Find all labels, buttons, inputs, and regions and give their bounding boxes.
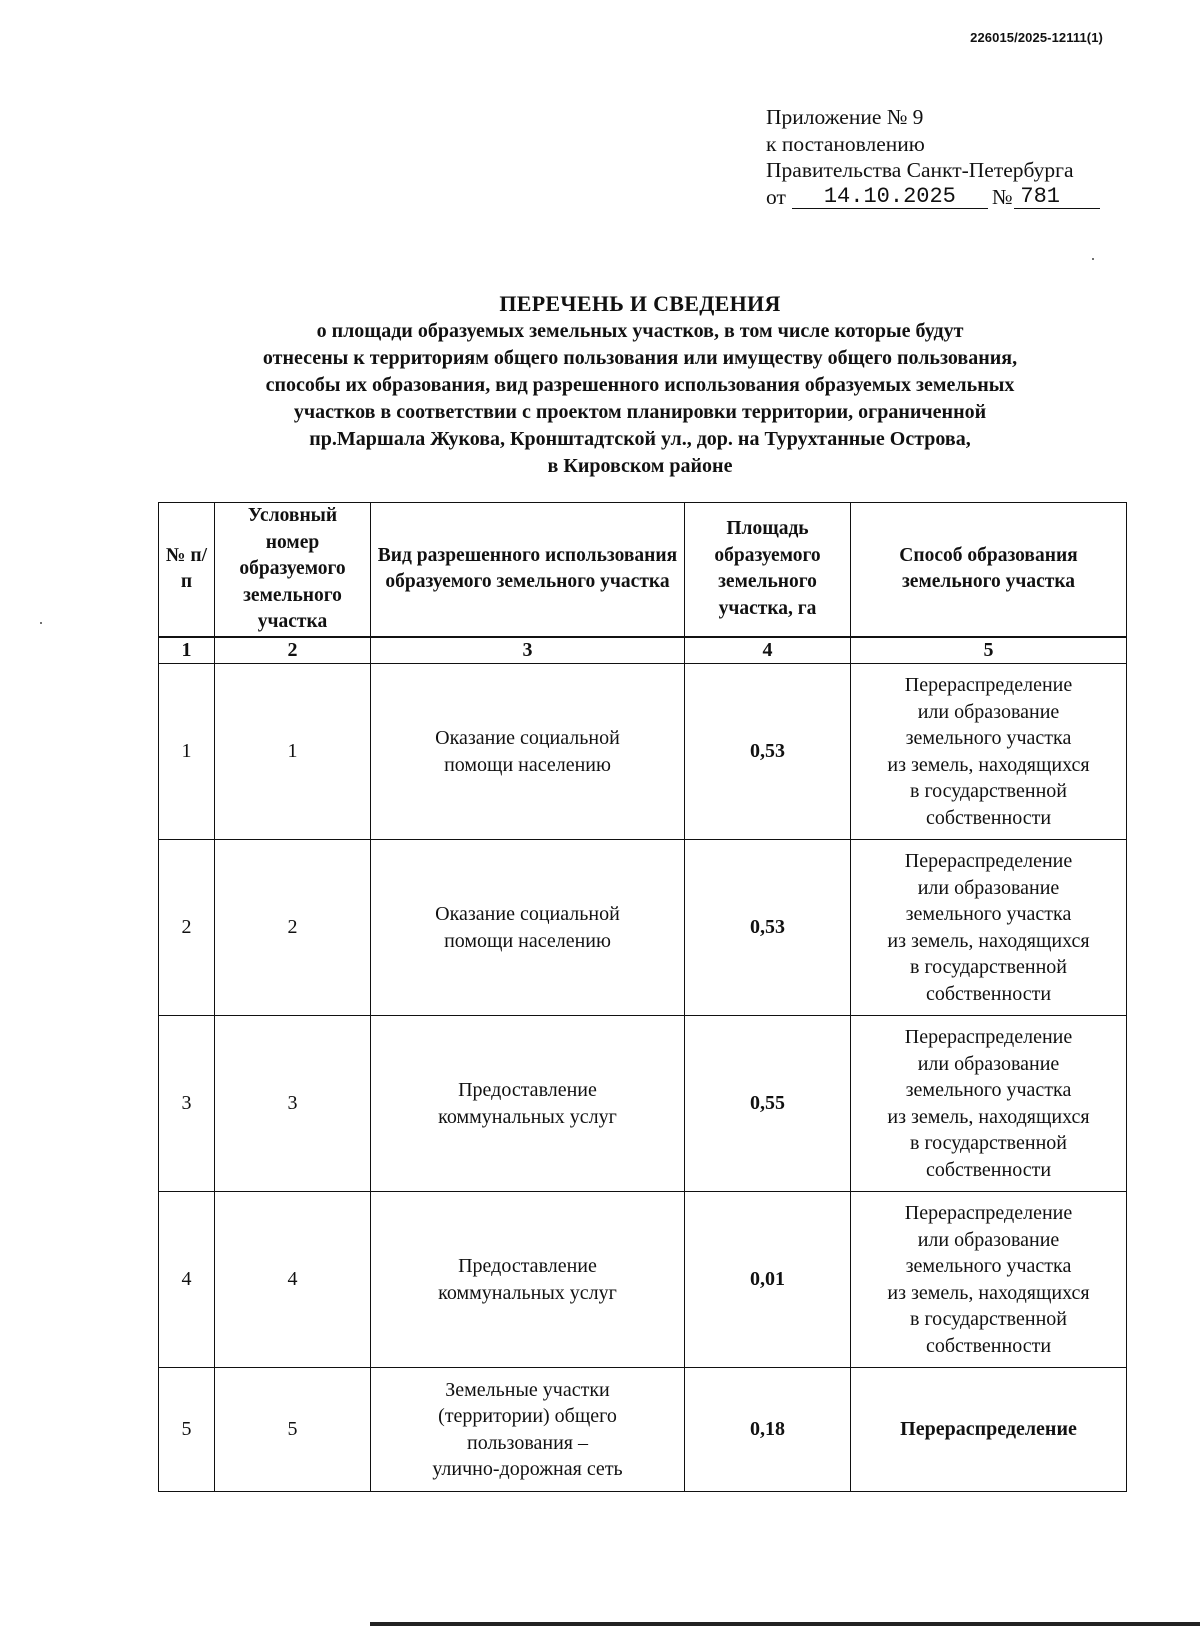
document-subheading: [150, 318, 1130, 480]
scan-edge-line: [370, 1622, 1200, 1626]
row-permitted-use: Предоставление коммунальных услуг: [371, 1016, 685, 1192]
header-conditional-number: Условный номер образуемого земельного участка: [215, 503, 371, 637]
scan-speck: [40, 622, 42, 624]
row-index: 4: [159, 1192, 215, 1368]
row-area: 0,18: [685, 1368, 851, 1492]
appendix-block: [766, 104, 1100, 211]
header-index: № п/п: [159, 503, 215, 637]
column-number: 3: [371, 637, 685, 664]
document-heading: ПЕРЕЧЕНЬ И СВЕДЕНИЯ: [499, 291, 781, 316]
document-title-block: [150, 290, 1130, 480]
row-index: 5: [159, 1368, 215, 1492]
row-conditional-number: 2: [215, 840, 371, 1016]
appendix-date-row: [766, 184, 1100, 211]
column-number-row: [159, 637, 1127, 664]
table-row: [159, 664, 1127, 840]
row-index: 2: [159, 840, 215, 1016]
land-plots-table: [158, 502, 1127, 1492]
column-number: 2: [215, 637, 371, 664]
column-number: 5: [851, 637, 1127, 664]
appendix-government: Правительства Санкт-Петербурга: [766, 158, 1074, 182]
row-permitted-use: Оказание социальной помощи населению: [371, 840, 685, 1016]
row-conditional-number: 4: [215, 1192, 371, 1368]
header-permitted-use: Вид разрешенного использования образуемого земельного участка: [371, 503, 685, 637]
appendix-title: Приложение № 9: [766, 105, 924, 129]
scan-speck: [1092, 258, 1094, 260]
header-formation-method: Способ образования земельного участка: [851, 503, 1127, 637]
row-conditional-number: 1: [215, 664, 371, 840]
subheading-line: пр.Маршала Жукова, Кронштадтской ул., дор. на Турухтанные Острова,: [309, 428, 971, 450]
document-registration-number: 226015/2025-12111(1): [970, 30, 1103, 45]
row-area: 0,53: [685, 664, 851, 840]
table-row: [159, 1016, 1127, 1192]
row-permitted-use: Оказание социальной помощи населению: [371, 664, 685, 840]
appendix-resolution-ref: к постановлению: [766, 131, 925, 156]
row-conditional-number: 3: [215, 1016, 371, 1192]
row-area: 0,53: [685, 840, 851, 1016]
table-header-row: [159, 503, 1127, 637]
table-row: [159, 1368, 1127, 1492]
subheading-line: в Кировском районе: [547, 455, 733, 477]
column-number: 4: [685, 637, 851, 664]
row-area: 0,01: [685, 1192, 851, 1368]
header-area: Площадь образуемого земельного участка, га: [685, 503, 851, 637]
row-area: 0,55: [685, 1016, 851, 1192]
column-number: 1: [159, 637, 215, 664]
from-label: от: [766, 184, 786, 209]
table-row: [159, 840, 1127, 1016]
row-index: 1: [159, 664, 215, 840]
row-formation-method: Перераспределение или образование земельного участка из земель, находящихся в государственной собственности: [851, 1192, 1127, 1368]
subheading-line: участков в соответствии с проектом планировки территории, ограниченной: [293, 401, 987, 423]
subheading-line: о площади образуемых земельных участков, в том числе которые будут: [316, 320, 964, 342]
subheading-line: отнесены к территориям общего пользования или имуществу общего пользования,: [262, 347, 1018, 369]
row-conditional-number: 5: [215, 1368, 371, 1492]
row-formation-method: Перераспределение: [851, 1368, 1127, 1492]
table-row: [159, 1192, 1127, 1368]
row-formation-method: Перераспределение или образование земельного участка из земель, находящихся в государственной собственности: [851, 1016, 1127, 1192]
row-permitted-use: Предоставление коммунальных услуг: [371, 1192, 685, 1368]
row-formation-method: Перераспределение или образование земельного участка из земель, находящихся в государственной собственности: [851, 664, 1127, 840]
row-formation-method: Перераспределение или образование земельного участка из земель, находящихся в государственной собственности: [851, 840, 1127, 1016]
resolution-number: 781: [1014, 186, 1100, 209]
row-permitted-use: Земельные участки (территории) общего пользования – улично-дорожная сеть: [371, 1368, 685, 1492]
number-label: №: [991, 184, 1013, 209]
row-index: 3: [159, 1016, 215, 1192]
resolution-date: 14.10.2025: [792, 186, 988, 209]
subheading-line: способы их образования, вид разрешенного использования образуемых земельных: [265, 374, 1015, 396]
